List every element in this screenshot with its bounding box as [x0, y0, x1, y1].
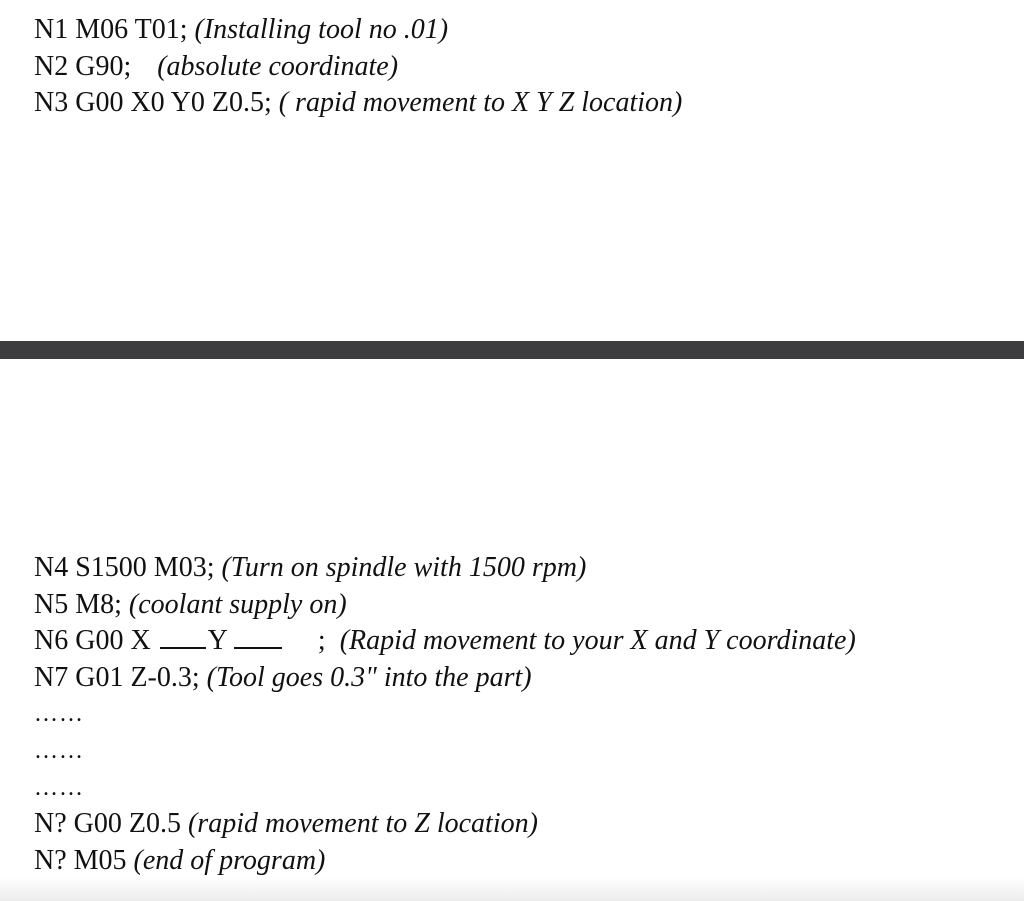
bottom-program-block [34, 550, 856, 879]
program-line-n4 [34, 550, 856, 587]
gcode-comment: (Turn on spindle with 1500 rpm) [221, 552, 587, 583]
top-program-block [34, 12, 682, 122]
gcode-text: N4 S1500 M03; [34, 552, 222, 583]
gcode-comment: ( rapid movement to X Y Z location) [278, 87, 683, 119]
y-coordinate-blank [234, 623, 282, 649]
program-line-n6 [34, 623, 856, 660]
gcode-comment: (Tool goes 0.3" into the part) [206, 661, 532, 693]
program-line-n3 [34, 85, 682, 122]
program-line-n2 [34, 49, 682, 86]
gcode-comment: (Installing tool no .01) [194, 14, 449, 45]
gcode-text: N7 G01 Z-0.3; [34, 661, 207, 693]
program-line-nq2 [34, 843, 856, 880]
x-coordinate-blank [160, 623, 206, 649]
gcode-text: N3 G00 X0 Y0 Z0.5; [34, 87, 279, 119]
gcode-text: N2 G90; [34, 50, 132, 82]
ellipsis-line: …… [34, 774, 84, 801]
gcode-comment: (absolute coordinate) [157, 50, 399, 82]
section-divider [0, 341, 1024, 359]
gcode-comment: (coolant supply on) [128, 588, 347, 620]
gcode-comment: (rapid movement to Z location) [187, 808, 538, 840]
gcode-text: N6 G00 X [34, 625, 158, 657]
program-line-n5 [34, 587, 856, 624]
bottom-edge-shadow [0, 877, 1024, 901]
program-line-nq1 [34, 806, 856, 843]
gcode-text: N5 M8; [34, 588, 129, 620]
gcode-comment: (Rapid movement to your X and Y coordinate) [339, 625, 856, 657]
gcode-text: N1 M06 T01; [34, 14, 195, 45]
ellipsis-line: …… [34, 737, 84, 764]
gcode-text: N? G00 Z0.5 [34, 808, 188, 840]
gcode-text: N? M05 [34, 844, 134, 876]
y-label: Y [207, 625, 228, 657]
ellipsis-line: …… [34, 701, 84, 728]
program-line-n1 [34, 12, 682, 49]
semicolon: ; [317, 625, 326, 657]
gcode-comment: (end of program) [133, 844, 326, 876]
program-line-n7 [34, 660, 856, 697]
